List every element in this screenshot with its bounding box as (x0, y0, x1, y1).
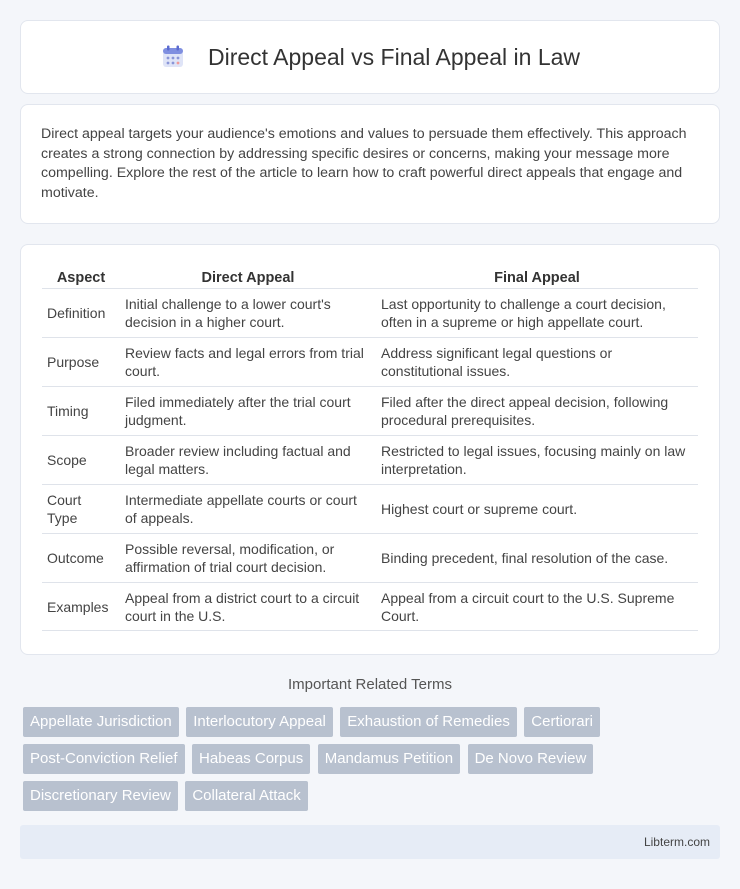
row-final-appeal: Restricted to legal issues, focusing mainly on law interpretation. (376, 435, 698, 484)
row-direct-appeal: Review facts and legal errors from trial court. (120, 337, 376, 386)
row-final-appeal: Binding precedent, final resolution of the case. (376, 533, 698, 582)
related-term-tag[interactable]: Exhaustion of Remedies (340, 707, 517, 737)
intro-text: Direct appeal targets your audience's emotions and values to persuade them effectively. This approach creates a strong connection by addressing specific desires or concerns, making your message more compelling. Explore the rest of the article to learn how to craft powerful direct appeals that engage and motivate. (41, 126, 687, 201)
row-aspect: Definition (42, 288, 120, 337)
table-row (42, 582, 698, 631)
table-row (42, 386, 698, 435)
related-term-tag[interactable]: Discretionary Review (23, 781, 178, 811)
column-header-final-appeal: Final Appeal (494, 270, 580, 286)
column-header-direct-appeal: Direct Appeal (201, 270, 295, 286)
related-term-tag[interactable]: Post-Conviction Relief (23, 744, 185, 774)
related-term-tag[interactable]: De Novo Review (468, 744, 594, 774)
table-row (42, 288, 698, 337)
row-direct-appeal: Initial challenge to a lower court's decision in a higher court. (120, 288, 376, 337)
row-aspect: Scope (42, 435, 120, 484)
row-direct-appeal: Possible reversal, modification, or affirmation of trial court decision. (120, 533, 376, 582)
related-terms-list (23, 707, 723, 818)
related-terms-title: Important Related Terms (288, 676, 452, 693)
related-term-tag[interactable]: Mandamus Petition (318, 744, 460, 774)
related-term-tag[interactable]: Certiorari (524, 707, 600, 737)
row-final-appeal: Highest court or supreme court. (376, 484, 698, 533)
comparison-table (42, 265, 698, 631)
row-aspect: Court Type (42, 484, 120, 533)
footer-site-link[interactable]: Libterm.com (643, 835, 710, 849)
related-term-tag[interactable]: Habeas Corpus (192, 744, 310, 774)
row-final-appeal: Last opportunity to challenge a court decision, often in a supreme or high appellate court. (376, 288, 698, 337)
row-direct-appeal: Appeal from a district court to a circuit court in the U.S. (120, 582, 376, 631)
table-row (42, 435, 698, 484)
related-term-tag[interactable]: Appellate Jurisdiction (23, 707, 179, 737)
related-term-tag[interactable]: Interlocutory Appeal (186, 707, 333, 737)
calendar-icon (160, 44, 186, 70)
footer (20, 825, 720, 859)
page-header (20, 20, 720, 94)
row-aspect: Outcome (42, 533, 120, 582)
row-direct-appeal: Filed immediately after the trial court judgment. (120, 386, 376, 435)
related-term-tag[interactable]: Collateral Attack (185, 781, 307, 811)
row-aspect: Timing (42, 386, 120, 435)
row-direct-appeal: Intermediate appellate courts or court of appeals. (120, 484, 376, 533)
table-row (42, 484, 698, 533)
row-aspect: Purpose (42, 337, 120, 386)
page-title: Direct Appeal vs Final Appeal in Law (207, 43, 581, 70)
row-direct-appeal: Broader review including factual and legal matters. (120, 435, 376, 484)
comparison-table-card (20, 244, 720, 655)
row-final-appeal: Filed after the direct appeal decision, following procedural prerequisites. (376, 386, 698, 435)
table-row (42, 337, 698, 386)
row-aspect: Examples (42, 582, 120, 631)
row-final-appeal: Appeal from a circuit court to the U.S. Supreme Court. (376, 582, 698, 631)
intro-section (20, 104, 720, 224)
table-row (42, 533, 698, 582)
column-header-aspect: Aspect (56, 270, 106, 286)
row-final-appeal: Address significant legal questions or constitutional issues. (376, 337, 698, 386)
